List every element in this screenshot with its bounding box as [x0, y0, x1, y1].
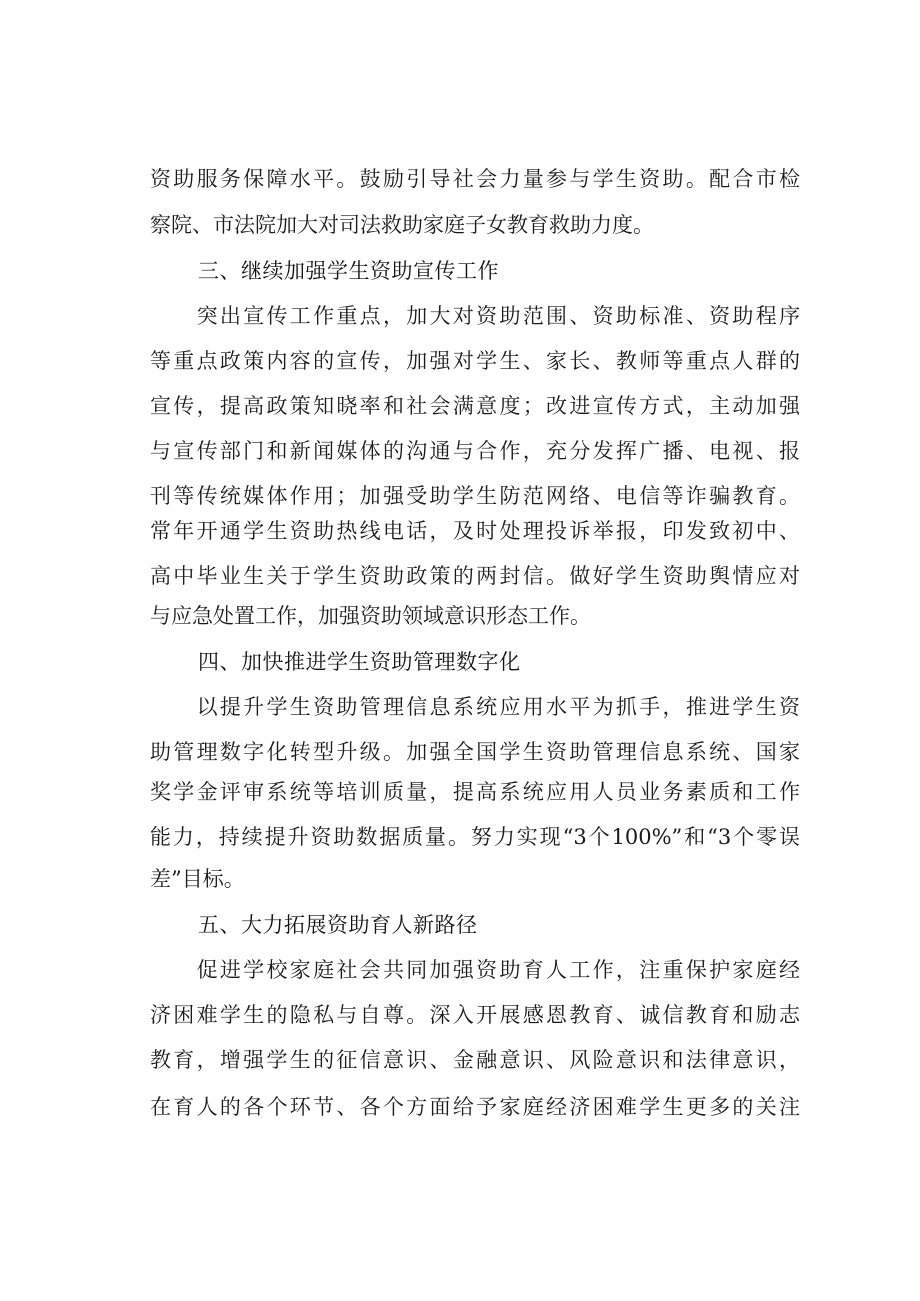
intro-line-2: 察院、市法院加大对司法救助家庭子女教育救助力度。: [150, 213, 654, 237]
section-4-heading: 四、加快推进学生资助管理数字化: [198, 650, 521, 674]
section-4-line-4: 能力，持续提升资助数据质量。努力实现“3个100%”和“3个零误: [150, 825, 800, 849]
section-5-line-4: 在育人的各个环节、各个方面给予家庭经济困难学生更多的关注: [150, 1095, 800, 1119]
section-5-line-1: 促进学校家庭社会共同加强资助育人工作，注重保护家庭经: [150, 958, 800, 982]
section-3-line-2: 等重点政策内容的宣传，加强对学生、家长、教师等重点人群的: [150, 349, 800, 373]
section-5-line-3: 教育，增强学生的征信意识、金融意识、风险意识和法律意识，: [150, 1048, 800, 1072]
section-3-line-1: 突出宣传工作重点，加大对资助范围、资助标准、资助程序: [150, 304, 800, 328]
section-4-line-2: 助管理数字化转型升级。加强全国学生资助管理信息系统、国家: [150, 740, 800, 764]
section-3-line-7: 高中毕业生关于学生资助政策的两封信。做好学生资助舆情应对: [150, 564, 800, 588]
section-3-line-3: 宣传，提高政策知晓率和社会满意度；改进宣传方式，主动加强: [150, 394, 800, 418]
section-3-line-4: 与宣传部门和新闻媒体的沟通与合作，充分发挥广播、电视、报: [150, 439, 800, 463]
section-4-line-3: 奖学金评审系统等培训质量，提高系统应用人员业务素质和工作: [150, 780, 800, 804]
section-4-line-1: 以提升学生资助管理信息系统应用水平为抓手，推进学生资: [150, 695, 800, 719]
section-3-line-8: 与应急处置工作，加强资助领域意识形态工作。: [150, 604, 591, 628]
section-4-line-5: 差”目标。: [150, 867, 245, 891]
intro-line-1: 资助服务保障水平。鼓励引导社会力量参与学生资助。配合市检: [150, 167, 800, 191]
section-3-line-6: 常年开通学生资助热线电话，及时处理投诉举报，印发致初中、: [150, 519, 800, 543]
section-3-heading: 三、继续加强学生资助宣传工作: [198, 259, 499, 283]
section-5-line-2: 济困难学生的隐私与自尊。深入开展感恩教育、诚信教育和励志: [150, 1003, 800, 1027]
section-5-heading: 五、大力拓展资助育人新路径: [198, 913, 478, 937]
section-3-line-5: 刊等传统媒体作用；加强受助学生防范网络、电信等诈骗教育。: [150, 484, 800, 508]
